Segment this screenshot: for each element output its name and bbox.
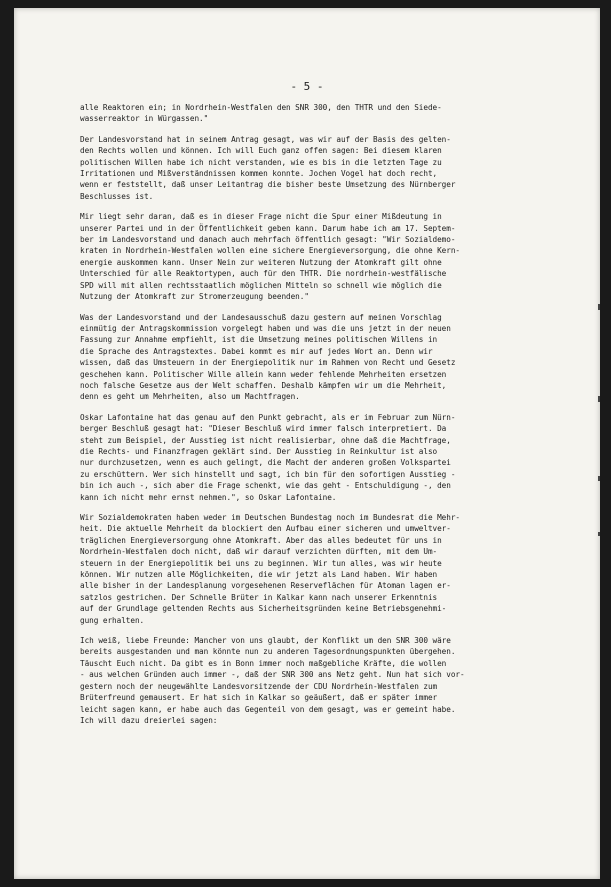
text-line: Mir liegt sehr daran, daß es in dieser Frage nicht die Spur einer Mißdeutung in <box>80 212 442 222</box>
text-line: Oskar Lafontaine hat das genau auf den Punkt gebracht, als er im Februar zum Nürn- <box>80 412 456 422</box>
body-text <box>80 102 560 735</box>
margin-mark <box>598 304 600 310</box>
text-line: wasserreaktor in Würgassen." <box>80 114 209 124</box>
text-line: alle bisher in der Landesplanung vorgesehenen Reserveflächen für Atoman lagen er- <box>80 581 451 591</box>
text-line: Nordrhein-Westfalen doch nicht, daß wir darauf verzichten dürften, mit dem Um- <box>80 547 438 557</box>
text-line: den Rechts wollen und können. Ich will Euch ganz offen sagen: Bei diesem klaren <box>80 146 442 156</box>
text-line: Der Landesvorstand hat in seinem Antrag gesagt, was wir auf der Basis des gelten- <box>80 134 451 144</box>
text-line: Ich will dazu dreierlei sagen: <box>80 715 218 725</box>
text-line: unserer Partei und in der Öffentlichkeit geben kann. Darum habe ich am 17. Septem- <box>80 223 456 233</box>
text-line: noch falsche Gesetze aus der Welt schaffen. Deshalb kämpfen wir um die Mehrheit, <box>80 380 447 390</box>
text-line: kraten in Nordrhein-Westfalen wollen eine sichere Energieversorgung, die ohne Kern- <box>80 246 460 256</box>
text-line: die Sprache des Antragstextes. Dabei kommt es mir auf jedes Wort an. Denn wir <box>80 346 433 356</box>
text-line: bereits ausgestanden und man könnte nun zu anderen Tagesordnungspunkten übergehen. <box>80 647 456 657</box>
text-line: die Rechts- und Finanzfragen geklärt sind. Der Ausstieg in Reinkultur ist also <box>80 446 438 456</box>
text-line: satzlos gestrichen. Der Schnelle Brüter in Kalkar kann nach unserer Erkenntnis <box>80 592 438 602</box>
text-line: Unterschied für alle Reaktortypen, auch für den THTR. Die nordrhein-westfälische <box>80 269 447 279</box>
margin-mark <box>598 396 600 402</box>
text-line: geschehen kann. Politischer Wille allein kann weder fehlende Mehrheiten ersetzen <box>80 369 447 379</box>
text-line: steht zum Beispiel, der Ausstieg ist nicht realisierbar, ohne daß die Machtfrage, <box>80 435 451 445</box>
text-line: politischen Willen habe ich nicht verstanden, wie es bis in die letzten Tage zu <box>80 157 442 167</box>
paragraph <box>80 312 560 403</box>
paragraph <box>80 635 560 726</box>
text-line: SPD will mit allen rechtsstaatlich möglichen Mitteln so schnell wie möglich die <box>80 280 442 290</box>
text-line: träglichen Energieversorgung ohne Atomkraft. Aber das alles bedeutet für uns in <box>80 535 442 545</box>
text-line: einmütig der Antragskommission vorgelegt haben und was die uns jetzt in der neuen <box>80 323 451 333</box>
text-line: - aus welchen Gründen auch immer -, daß der SNR 300 ans Netz geht. Nun hat sich vor- <box>80 670 465 680</box>
text-line: leicht sagen kann, er habe auch das Gegenteil von dem gesagt, was er gemeint habe. <box>80 704 456 714</box>
text-line: energie auskommen kann. Unser Nein zur weiteren Nutzung der Atomkraft gilt ohne <box>80 257 442 267</box>
document-page <box>14 8 600 879</box>
paragraph <box>80 102 560 125</box>
text-line: alle Reaktoren ein; in Nordrhein-Westfalen den SNR 300, den THTR und den Siede- <box>80 103 442 112</box>
text-line: berger Beschluß gesagt hat: "Dieser Beschluß wird immer falsch interpretiert. Da <box>80 424 447 434</box>
text-line: Irritationen und Mißverständnissen kommen konnte. Jochen Vogel hat doch recht, <box>80 169 438 179</box>
page-number: - 5 - <box>290 80 324 93</box>
paragraph <box>80 512 560 626</box>
paragraph <box>80 134 560 202</box>
text-line: wissen, daß das Umsteuern in der Energiepolitik nur im Rahmen von Recht und Gesetz <box>80 358 456 368</box>
text-line: Beschlusses ist. <box>80 191 154 201</box>
text-line: steuern in der Energiepolitik bei uns zu beginnen. Wir tun alles, was wir heute <box>80 558 442 568</box>
text-line: Täuscht Euch nicht. Da gibt es in Bonn immer noch maßgebliche Kräfte, die wollen <box>80 658 447 668</box>
text-line: Fassung zur Annahme empfiehlt, ist die Umsetzung meines politischen Willens in <box>80 335 438 345</box>
text-line: ber im Landesvorstand und danach auch mehrfach öffentlich gesagt: "Wir Sozialdemo- <box>80 235 456 245</box>
margin-mark <box>598 476 600 481</box>
margin-mark <box>598 532 600 536</box>
text-line: gung erhalten. <box>80 615 145 625</box>
text-line: wenn er feststellt, daß unser Leitantrag die bisher beste Umsetzung des Nürnberger <box>80 180 456 190</box>
text-line: Wir Sozialdemokraten haben weder im Deutschen Bundestag noch im Bundesrat die Mehr- <box>80 513 460 522</box>
text-line: gestern noch der neugewählte Landesvorsitzende der CDU Nordrhein-Westfalen zum <box>80 681 438 691</box>
text-line: heit. Die aktuelle Mehrheit da blockiert den Aufbau einer sicheren und umweltver- <box>80 524 451 534</box>
paragraph <box>80 412 560 503</box>
text-line: kann ich nicht mehr ernst nehmen.", so Oskar Lafontaine. <box>80 492 337 502</box>
text-line: nur durchzusetzen, wenn es auch gelingt, die Macht der anderen großen Volkspartei <box>80 458 451 468</box>
text-line: Brüterfreund gemausert. Er hat sich in Kalkar so geäußert, daß er später immer <box>80 693 438 703</box>
text-line: bin ich auch -, sich aber die Frage schenkt, wie das geht - Entschuldigung -, den <box>80 481 451 491</box>
text-line: Ich weiß, liebe Freunde: Mancher von uns glaubt, der Konflikt um den SNR 300 wäre <box>80 636 451 646</box>
text-line: können. Wir nutzen alle Möglichkeiten, die wir jetzt als Land haben. Wir haben <box>80 570 438 580</box>
paragraph <box>80 211 560 302</box>
text-line: Nutzung der Atomkraft zur Stromerzeugung beenden." <box>80 292 309 302</box>
text-line: Was der Landesvorstand und der Landesausschuß dazu gestern auf meinen Vorschlag <box>80 312 442 322</box>
text-line: auf der Grundlage geltenden Rechts aus Sicherheitsgründen keine Betriebsgenehmi- <box>80 604 447 614</box>
text-line: denn es geht um Mehrheiten, also um Machtfragen. <box>80 392 300 402</box>
text-line: zu erschüttern. Wer sich hinstellt und sagt, ich bin für den sofortigen Ausstieg - <box>80 469 456 479</box>
